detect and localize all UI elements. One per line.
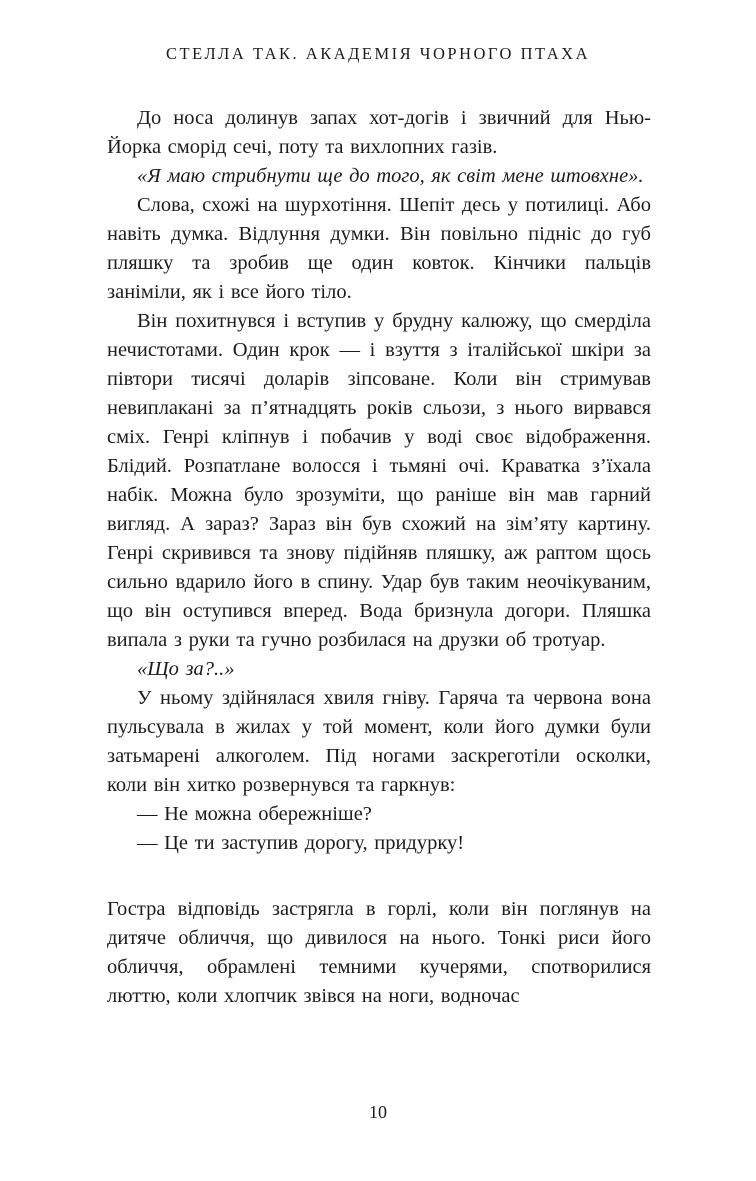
- paragraph: Слова, схожі на шурхотіння. Шепіт десь у потилиці. Або навіть думка. Відлуння думки. Він повільно підніс до губ пляшку та зробив ще один ковток. Кінчики пальців заніміли, як і все його тіло.: [107, 194, 651, 303]
- page-number: 10: [369, 1102, 387, 1122]
- paragraph: У ньому здійнялася хвиля гніву. Гаряча та червона вона пульсувала в жилах у той момент, коли його думки були затьмарені алкоголем. Під ногами заскреготіли осколки, коли він хитко розвернувся та гаркнув:: [107, 687, 651, 796]
- paragraph: До носа долинув запах хот-догів і звичний для Нью-Йорка сморід сечі, поту та вихлопних газів.: [107, 107, 651, 158]
- running-header: СТЕЛЛА ТАК. АКАДЕМІЯ ЧОРНОГО ПТАХА: [166, 44, 590, 63]
- paragraph-quote: «Що за?..»: [137, 658, 235, 680]
- text-block: [107, 104, 651, 1011]
- paragraph-dialogue: — Це ти заступив дорогу, придурку!: [137, 832, 465, 854]
- paragraph: Гостра відповідь застрягла в горлі, коли він поглянув на дитяче обличчя, що дивилося на нього. Тонкі риси його обличчя, обрамлені темними кучерями, спотворилися люттю, коли хлопчик звівся на ноги, водночас: [107, 898, 651, 1007]
- paragraph-quote: «Я маю стрибнути ще до того, як світ мене штовхне».: [137, 165, 644, 187]
- paragraph: Він похитнувся і вступив у брудну калюжу, що смерділа нечистотами. Один крок — і взуття з італійської шкіри за півтори тисячі доларів зіпсоване. Коли він стримував невиплакані за п’ятнадцять років сльози, з нього вирвався сміх. Генрі кліпнув і побачив у воді своє відображення. Блідий. Розпатлане волосся і тьмяні очі. Краватка з’їхала набік. Можна було зрозуміти, що раніше він мав гарний вигляд. А зараз? Зараз він був схожий на зім’яту картину. Генрі скривився та знову підійняв пляшку, аж раптом щось сильно вдарило його в спину. Удар був таким неочікуваним, що він оступився вперед. Вода бризнула догори. Пляшка випала з руки та гучно розбилася на друзки об тротуар.: [107, 310, 651, 651]
- paragraph-dialogue: — Не можна обережніше?: [137, 803, 372, 825]
